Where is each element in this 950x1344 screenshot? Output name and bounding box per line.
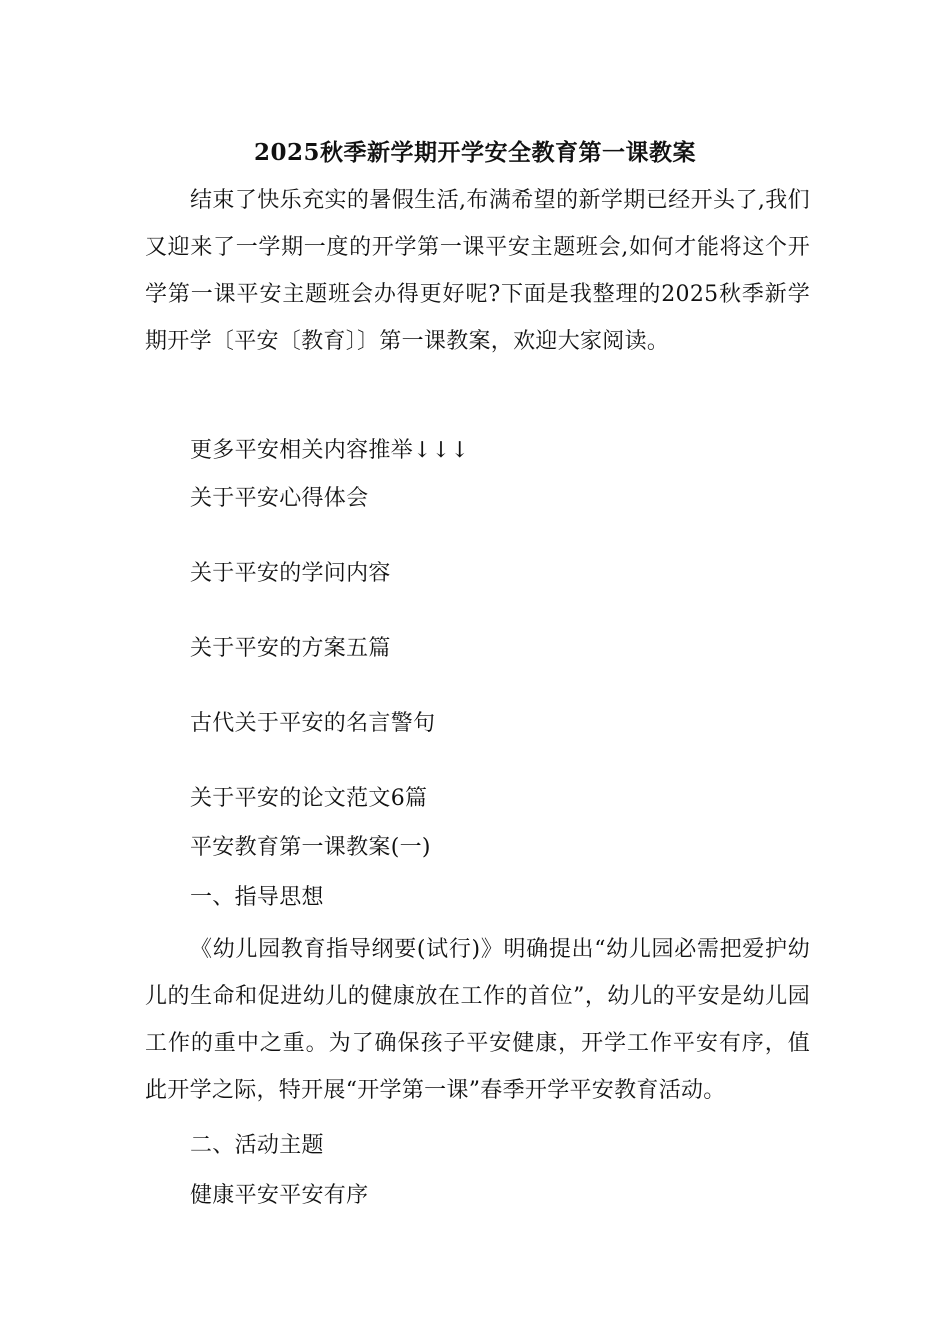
section-2-body: 健康平安平安有序 xyxy=(190,1183,369,1208)
intro-paragraph: 结束了快乐充实的暑假生活,布满希望的新学期已经开头了,我们又迎来了一学期一度的开学第一课平安主题班会,如何才能将这个开学第一课平安主题班会办得更好呢?下面是我整理的2025秋季新学期开学〔平安〔教育〕〕第一课教案，欢迎大家阅读。 xyxy=(145,188,810,354)
recommend-heading: 更多平安相关内容推举↓↓↓ xyxy=(190,438,470,463)
recommend-link-4[interactable]: 古代关于平安的名言警句 xyxy=(190,711,436,736)
section-1-heading: 一、指导思想 xyxy=(190,885,324,910)
section-2-heading: 二、活动主题 xyxy=(190,1133,324,1158)
recommend-link-1[interactable]: 关于平安心得体会 xyxy=(190,486,369,511)
recommend-link-5[interactable]: 关于平安的论文范文6篇 xyxy=(190,786,428,811)
recommend-link-3[interactable]: 关于平安的方案五篇 xyxy=(190,636,391,661)
section-1-body: 《幼儿园教育指导纲要(试行)》明确提出“幼儿园必需把爱护幼儿的生命和促进幼儿的健康放在工作的首位”，幼儿的平安是幼儿园工作的重中之重。为了确保孩子平安健康，开学工作平安有序，值此开学之际，特开展“开学第一课”春季开学平安教育活动。 xyxy=(145,937,810,1103)
document-title: 2025秋季新学期开学安全教育第一课教案 xyxy=(253,139,696,166)
recommend-link-2[interactable]: 关于平安的学问内容 xyxy=(190,561,391,586)
lesson-title: 平安教育第一课教案(一) xyxy=(190,835,431,860)
